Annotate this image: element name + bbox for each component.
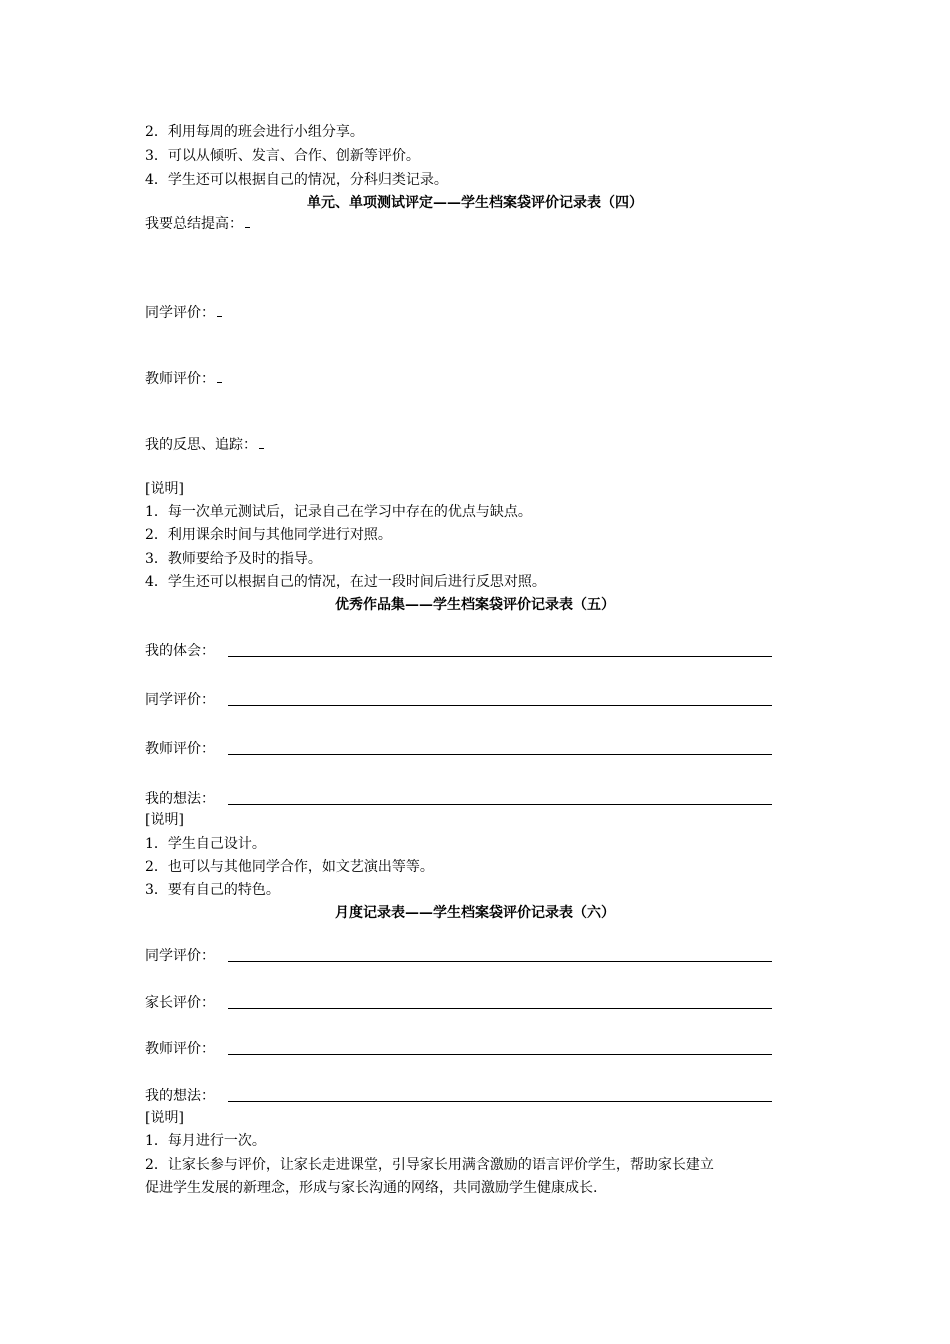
note-line: 3．要有自己的特色。 — [145, 882, 280, 898]
section-title-4: 单元、单项测试评定——学生档案袋评价记录表（四） — [307, 195, 643, 211]
field-label: 我的反思、追踪： — [145, 437, 257, 453]
blank-line[interactable] — [228, 1054, 772, 1055]
blank-line[interactable] — [228, 804, 772, 805]
blank-line[interactable] — [217, 304, 222, 317]
note-line: 4．学生还可以根据自己的情况，分科归类记录。 — [145, 172, 448, 188]
note-line: 1．每一次单元测试后，记录自己在学习中存在的优点与缺点。 — [145, 504, 532, 520]
field-teacher-review: 教师评价： — [145, 1041, 215, 1057]
blank-line[interactable] — [228, 961, 772, 962]
blank-line[interactable] — [228, 1101, 772, 1102]
field-teacher-review — [145, 369, 222, 389]
note-line: 4．学生还可以根据自己的情况，在过一段时间后进行反思对照。 — [145, 574, 546, 590]
notes-label: [说明] — [145, 481, 184, 497]
field-thoughts: 我的想法： — [145, 791, 215, 807]
note-line: 2．让家长参与评价，让家长走进课堂，引导家长用满含激励的语言评价学生，帮助家长建立 — [145, 1157, 714, 1173]
field-peer-review: 同学评价： — [145, 948, 215, 964]
field-teacher-review: 教师评价： — [145, 741, 215, 757]
note-line: 促进学生发展的新理念，形成与家长沟通的网络，共同激励学生健康成长. — [145, 1180, 598, 1196]
field-peer-review: 同学评价： — [145, 692, 215, 708]
blank-line[interactable] — [228, 754, 772, 755]
field-reflection — [145, 435, 264, 455]
notes-label: [说明] — [145, 812, 184, 828]
blank-line[interactable] — [228, 705, 772, 706]
blank-line[interactable] — [245, 215, 250, 228]
field-summary — [145, 214, 250, 234]
notes-label: [说明] — [145, 1110, 184, 1126]
note-line: 2．也可以与其他同学合作，如文艺演出等等。 — [145, 859, 434, 875]
field-thoughts: 我的想法： — [145, 1088, 215, 1104]
field-label: 我要总结提高： — [145, 216, 243, 232]
blank-line[interactable] — [217, 370, 222, 383]
blank-line[interactable] — [228, 1008, 772, 1009]
field-label: 教师评价： — [145, 371, 215, 387]
blank-line[interactable] — [259, 436, 264, 449]
section-title-6: 月度记录表——学生档案袋评价记录表（六） — [335, 905, 615, 921]
note-line: 1．学生自己设计。 — [145, 836, 266, 852]
section-title-5: 优秀作品集——学生档案袋评价记录表（五） — [335, 597, 615, 613]
note-line: 2．利用每周的班会进行小组分享。 — [145, 124, 364, 140]
note-line: 1．每月进行一次。 — [145, 1133, 266, 1149]
note-line: 3．教师要给予及时的指导。 — [145, 551, 322, 567]
field-experience: 我的体会： — [145, 643, 215, 659]
blank-line[interactable] — [228, 656, 772, 657]
note-line: 3．可以从倾听、发言、合作、创新等评价。 — [145, 148, 420, 164]
field-peer-review — [145, 303, 222, 323]
field-label: 同学评价： — [145, 305, 215, 321]
field-parent-review: 家长评价： — [145, 995, 215, 1011]
note-line: 2．利用课余时间与其他同学进行对照。 — [145, 527, 392, 543]
